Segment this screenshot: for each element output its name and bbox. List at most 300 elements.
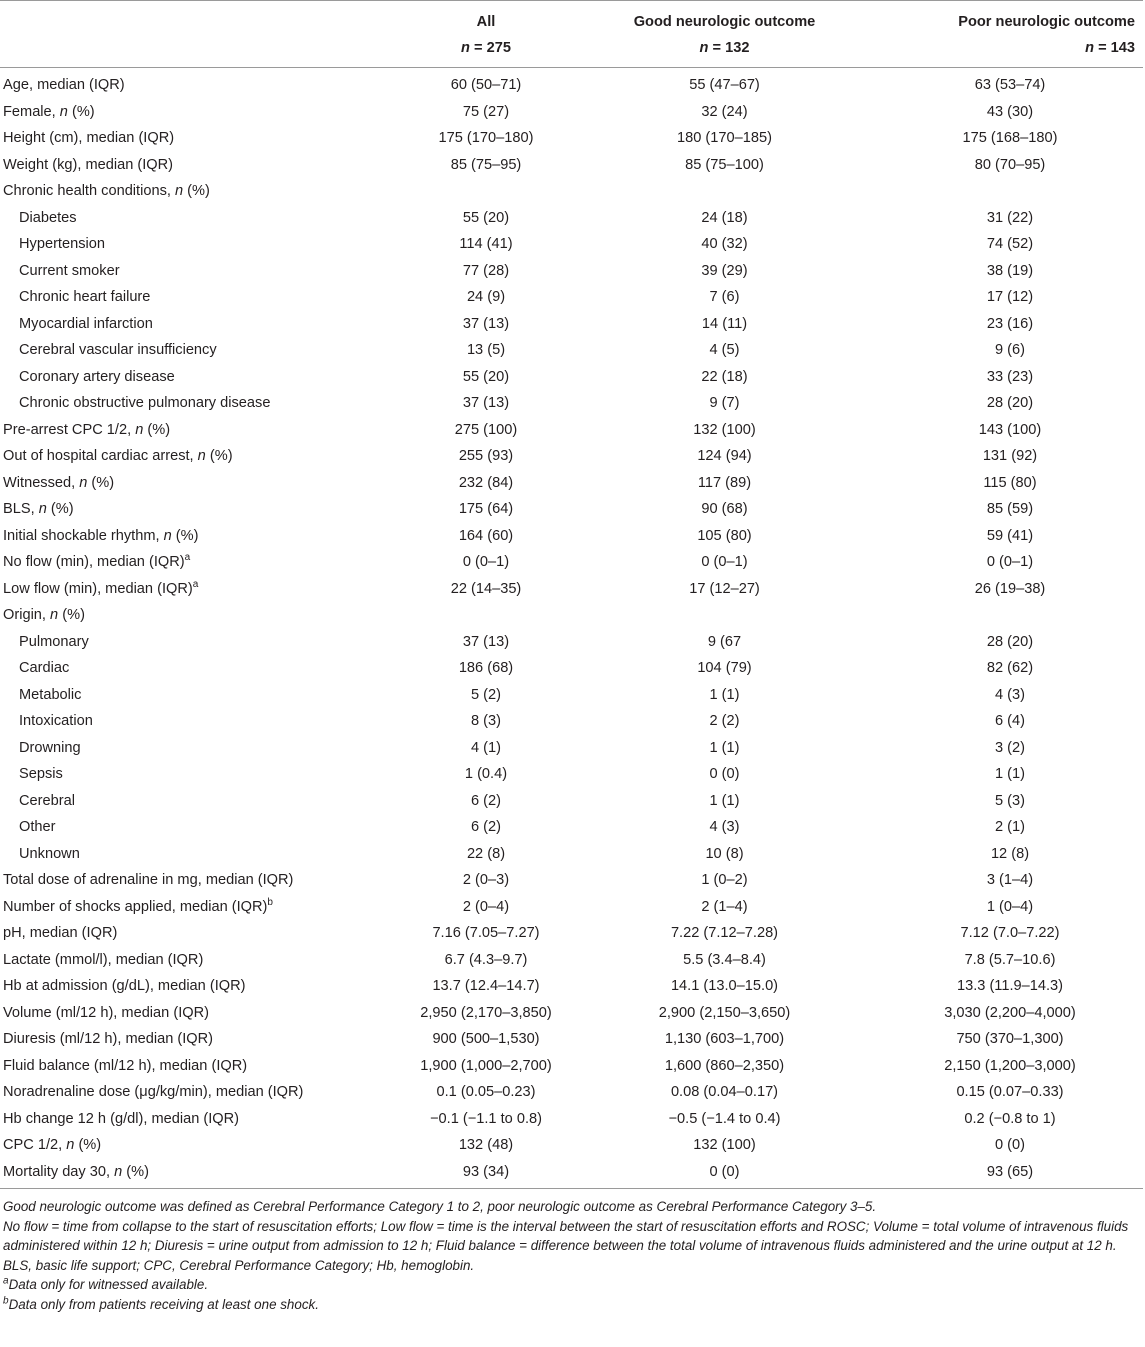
cell-poor-outcome: 38 (19): [986, 262, 1034, 279]
table-row: [0, 1026, 1143, 1053]
cell-all: 0 (0–1): [462, 554, 510, 571]
row-label: [0, 894, 400, 921]
n-symbol: n: [461, 40, 470, 56]
cell-all: 22 (14–35): [450, 580, 522, 597]
cell-all: 275 (100): [454, 421, 518, 438]
cell-good-outcome: 17 (12–27): [689, 580, 760, 597]
label-italic: n: [66, 1137, 75, 1154]
label-text: Pre-arrest CPC 1/2,: [3, 421, 136, 438]
label-text: Height (cm), median (IQR): [3, 130, 175, 147]
label-suffix: (%): [171, 527, 199, 544]
cell-all: 175 (64): [458, 501, 514, 518]
cell-poor-outcome: 31 (22): [986, 209, 1034, 226]
table-row: [0, 761, 1143, 788]
cell-poor-outcome: [877, 178, 1143, 205]
table-row: [0, 311, 1143, 338]
table-row: [0, 523, 1143, 550]
cell-all: 164 (60): [458, 527, 514, 544]
cell-all: 6 (2): [470, 792, 501, 809]
table-row: [0, 814, 1143, 841]
cell-all: 2,950 (2,170–3,850): [420, 1004, 552, 1021]
cell-all: 132 (48): [458, 1137, 514, 1154]
table-row: [0, 708, 1143, 735]
cell-good-outcome: 1,600 (860–2,350): [664, 1057, 785, 1074]
cell-good-outcome: 1 (1): [709, 792, 740, 809]
label-text: Unknown: [19, 845, 80, 862]
label-suffix: (%): [183, 183, 210, 200]
row-label: [0, 1053, 400, 1080]
label-suffix: (%): [87, 474, 115, 491]
cell-all: 24 (9): [466, 289, 506, 306]
cell-good-outcome: 104 (79): [697, 660, 752, 677]
label-suffix: (%): [46, 501, 74, 518]
label-text: Coronary artery disease: [19, 368, 175, 385]
label-text: Number of shocks applied, median (IQR): [3, 898, 268, 915]
label-italic: n: [135, 421, 144, 438]
cell-all: 114 (41): [459, 236, 513, 253]
row-label: [0, 788, 400, 815]
cell-good-outcome: 5.5 (3.4–8.4): [683, 951, 766, 968]
row-label: [0, 152, 400, 179]
cell-good-outcome: 4 (5): [709, 342, 740, 359]
cell-all: 2 (0–4): [462, 898, 510, 915]
header-poor-outcome: Poor neurologic outcome: [958, 14, 1135, 30]
cell-all: 1 (0.4): [464, 766, 508, 783]
cell-good-outcome: 1 (0–2): [701, 872, 748, 889]
label-text: Metabolic: [19, 686, 82, 703]
cell-poor-outcome: 63 (53–74): [974, 77, 1046, 94]
label-text: Pulmonary: [19, 633, 89, 650]
cell-poor-outcome: 6 (4): [994, 713, 1025, 730]
cell-good-outcome: [572, 602, 877, 629]
label-text: Volume (ml/12 h), median (IQR): [3, 1004, 210, 1021]
label-text: BLS,: [3, 501, 39, 518]
cell-all: 1,900 (1,000–2,700): [420, 1057, 552, 1074]
table-row: [0, 178, 1143, 205]
row-label: [0, 68, 400, 99]
cell-poor-outcome: 85 (59): [986, 501, 1034, 518]
table-row: [0, 549, 1143, 576]
cell-all: 255 (93): [458, 448, 514, 465]
header-good-outcome: Good neurologic outcome: [633, 14, 816, 30]
label-text: Sepsis: [19, 766, 63, 783]
cell-poor-outcome: 143 (100): [978, 421, 1042, 438]
cell-poor-outcome: 28 (20): [986, 633, 1034, 650]
table-row: [0, 496, 1143, 523]
cell-all: 93 (34): [400, 1159, 572, 1189]
header-n-good: [572, 35, 877, 68]
cell-all: 22 (8): [466, 845, 506, 862]
cell-all: 4 (1): [470, 739, 501, 756]
row-label: [0, 814, 400, 841]
cell-all: 6.7 (4.3–9.7): [444, 951, 528, 968]
row-label: [0, 1026, 400, 1053]
label-text: CPC 1/2,: [3, 1137, 67, 1154]
n-symbol: n: [1085, 40, 1095, 56]
cell-poor-outcome: 750 (370–1,300): [956, 1031, 1064, 1048]
cell-poor-outcome: 2 (1): [994, 819, 1025, 836]
cell-all: 186 (68): [458, 660, 514, 677]
footnote-marker: a: [184, 552, 191, 564]
cell-good-outcome: 55 (47–67): [689, 77, 760, 94]
table-row: [0, 973, 1143, 1000]
cell-poor-outcome: 13.3 (11.9–14.3): [956, 978, 1064, 995]
cell-poor-outcome: 3,030 (2,200–4,000): [944, 1004, 1076, 1021]
cell-all: 232 (84): [458, 474, 514, 491]
row-label: [0, 417, 400, 444]
header-label-empty: [0, 1, 400, 35]
row-label: [0, 178, 400, 205]
footnote-marker: a: [192, 578, 199, 590]
cell-poor-outcome: 80 (70–95): [974, 156, 1046, 173]
label-text: Cerebral vascular insufficiency: [19, 342, 217, 359]
cell-good-outcome: 7 (6): [709, 289, 740, 306]
row-label: [0, 602, 400, 629]
n-value: = 143: [1094, 40, 1135, 56]
row-label: [0, 470, 400, 497]
table-row: [0, 682, 1143, 709]
label-text: Drowning: [19, 739, 81, 756]
label-suffix: (%): [122, 1163, 150, 1180]
cell-poor-outcome: 28 (20): [986, 395, 1034, 412]
cell-good-outcome: 132 (100): [693, 421, 756, 438]
footnote-a-text: Data only for witnessed available.: [8, 1277, 209, 1292]
cell-poor-outcome: 5 (3): [994, 792, 1025, 809]
row-label: [0, 629, 400, 656]
cell-all: 13.7 (12.4–14.7): [432, 978, 540, 995]
cell-good-outcome: 105 (80): [697, 527, 752, 544]
table-row: [0, 655, 1143, 682]
table-row: [0, 390, 1143, 417]
label-text: Diuresis (ml/12 h), median (IQR): [3, 1031, 214, 1048]
cell-all: 175 (170–180): [438, 130, 534, 147]
cell-all: 37 (13): [462, 633, 510, 650]
cell-all: 7.16 (7.05–7.27): [432, 925, 540, 942]
cell-good-outcome: 1 (1): [709, 686, 740, 703]
cell-all: 60 (50–71): [450, 77, 522, 94]
cell-good-outcome: −0.5 (−1.4 to 0.4): [668, 1110, 781, 1127]
label-suffix: (%): [67, 103, 95, 120]
cell-all: 0.1 (0.05–0.23): [436, 1084, 536, 1101]
row-label: [0, 311, 400, 338]
table-row: [0, 867, 1143, 894]
header-n-all: [400, 35, 572, 68]
row-label: [0, 1159, 400, 1189]
table-row: [0, 337, 1143, 364]
table-row: [0, 1000, 1143, 1027]
cell-all: 55 (20): [462, 209, 510, 226]
row-label: [0, 973, 400, 1000]
table-row: [0, 920, 1143, 947]
cell-poor-outcome: 43 (30): [986, 103, 1034, 120]
cell-good-outcome: 0 (0): [709, 766, 740, 783]
cell-poor-outcome: 7.12 (7.0–7.22): [960, 925, 1060, 942]
row-label: [0, 284, 400, 311]
cell-good-outcome: 1,130 (603–1,700): [664, 1031, 785, 1048]
cell-good-outcome: 40 (32): [701, 236, 748, 253]
cell-good-outcome: 4 (3): [709, 819, 740, 836]
cell-good-outcome: 85 (75–100): [685, 156, 764, 173]
label-italic: n: [50, 607, 59, 624]
row-label: [0, 337, 400, 364]
row-label: [0, 655, 400, 682]
row-label: [0, 549, 400, 576]
table-header: [0, 1, 1143, 68]
label-text: Total dose of adrenaline in mg, median (IQR): [3, 872, 294, 889]
cell-poor-outcome: 115 (80): [983, 474, 1037, 491]
table-row: [0, 1159, 1143, 1189]
cell-good-outcome: 117 (89): [697, 474, 752, 491]
cell-good-outcome: 2 (2): [709, 713, 740, 730]
label-text: Lactate (mmol/l), median (IQR): [3, 951, 204, 968]
cell-poor-outcome: 131 (92): [982, 448, 1038, 465]
footnote-marker: b: [267, 896, 273, 908]
n-value: = 132: [708, 40, 750, 56]
label-text: Initial shockable rhythm,: [3, 527, 164, 544]
cell-all: −0.1 (−1.1 to 0.8): [430, 1110, 542, 1127]
label-text: Myocardial infarction: [19, 315, 153, 332]
table-row: [0, 68, 1143, 99]
label-text: Chronic heart failure: [19, 289, 151, 306]
cell-all: 5 (2): [470, 686, 501, 703]
label-text: Hb change 12 h (g/dl), median (IQR): [3, 1110, 240, 1127]
label-suffix: (%): [74, 1137, 102, 1154]
row-label: [0, 867, 400, 894]
cell-poor-outcome: 3 (2): [994, 739, 1025, 756]
label-text: Intoxication: [19, 713, 93, 730]
label-text: Weight (kg), median (IQR): [3, 156, 174, 173]
cell-good-outcome: 14.1 (13.0–15.0): [670, 978, 779, 995]
header-n-poor: [877, 35, 1143, 68]
table-row: [0, 1132, 1143, 1159]
note-abbreviations: BLS, basic life support; CPC, Cerebral Performance Category; Hb, hemoglobin.: [3, 1257, 475, 1273]
label-suffix: (%): [143, 421, 171, 438]
cell-poor-outcome: 59 (41): [986, 527, 1034, 544]
cell-good-outcome: 7.22 (7.12–7.28): [670, 925, 779, 942]
cell-poor-outcome: [877, 602, 1143, 629]
row-label: [0, 1132, 400, 1159]
table-row: [0, 788, 1143, 815]
label-text: Current smoker: [19, 262, 120, 279]
label-text: Witnessed,: [3, 474, 80, 491]
table-row: [0, 417, 1143, 444]
table-row: [0, 470, 1143, 497]
label-text: Cardiac: [19, 660, 70, 677]
cell-all: 13 (5): [466, 342, 506, 359]
table-row: [0, 629, 1143, 656]
cell-good-outcome: 0 (0): [572, 1159, 877, 1189]
cell-poor-outcome: 0 (0–1): [986, 554, 1034, 571]
cell-poor-outcome: 1 (1): [994, 766, 1025, 783]
cell-poor-outcome: 2,150 (1,200–3,000): [944, 1057, 1076, 1074]
cell-good-outcome: 180 (170–185): [677, 130, 772, 147]
label-text: Chronic health conditions,: [3, 183, 175, 200]
cell-good-outcome: 0 (0–1): [701, 554, 748, 571]
table-row: [0, 1106, 1143, 1133]
cell-all: 6 (2): [470, 819, 501, 836]
cell-poor-outcome: 0 (0): [994, 1137, 1025, 1154]
n-symbol: n: [699, 40, 709, 56]
cell-good-outcome: 90 (68): [701, 501, 748, 518]
cell-poor-outcome: 3 (1–4): [986, 872, 1034, 889]
cell-poor-outcome: 0.2 (−0.8 to 1): [964, 1110, 1056, 1127]
label-text: Low flow (min), median (IQR): [3, 580, 193, 597]
row-label: [0, 125, 400, 152]
cell-poor-outcome: 23 (16): [986, 315, 1034, 332]
table-row: [0, 284, 1143, 311]
table-row: [0, 576, 1143, 603]
row-label: [0, 496, 400, 523]
table-footnotes: [0, 1189, 1145, 1314]
header-all: All: [476, 14, 496, 30]
cell-good-outcome: 24 (18): [701, 209, 748, 226]
cell-all: 8 (3): [470, 713, 501, 730]
cell-poor-outcome: 12 (8): [990, 845, 1030, 862]
row-label: [0, 231, 400, 258]
cell-all: 75 (27): [462, 103, 510, 120]
cell-poor-outcome: 4 (3): [994, 686, 1025, 703]
cell-poor-outcome: 33 (23): [986, 368, 1034, 385]
table-row: [0, 99, 1143, 126]
cell-poor-outcome: 82 (62): [986, 660, 1034, 677]
cell-good-outcome: 2,900 (2,150–3,650): [658, 1004, 791, 1021]
header-n-empty: [0, 35, 400, 68]
footnote-b: [3, 1295, 1142, 1315]
cell-good-outcome: 22 (18): [701, 368, 748, 385]
table-row: [0, 1053, 1143, 1080]
table-row: [0, 231, 1143, 258]
cell-poor-outcome: 17 (12): [986, 289, 1034, 306]
label-italic: n: [79, 474, 88, 491]
row-label: [0, 390, 400, 417]
note-outcome-definition: Good neurologic outcome was defined as Cerebral Performance Category 1 to 2, poor neurologic outcome as Cerebral Performance Category 3–5.: [3, 1199, 877, 1214]
cell-good-outcome: 32 (24): [701, 103, 748, 120]
label-suffix: (%): [205, 448, 233, 465]
label-italic: n: [163, 527, 172, 544]
cell-poor-outcome: 7.8 (5.7–10.6): [964, 951, 1056, 968]
row-label: [0, 99, 400, 126]
row-label: [0, 920, 400, 947]
cell-good-outcome: 0.08 (0.04–0.17): [670, 1084, 779, 1101]
row-label: [0, 682, 400, 709]
cell-good-outcome: 2 (1–4): [701, 898, 748, 915]
cell-good-outcome: 10 (8): [705, 845, 744, 862]
cell-all: 77 (28): [462, 262, 510, 279]
label-text: Origin,: [3, 607, 51, 624]
cell-poor-outcome: 175 (168–180): [962, 130, 1058, 147]
cell-poor-outcome: 9 (6): [994, 342, 1025, 359]
label-text: Female,: [3, 103, 60, 120]
label-italic: n: [174, 183, 184, 200]
label-suffix: (%): [58, 607, 85, 624]
label-text: Hb at admission (g/dL), median (IQR): [3, 978, 246, 995]
label-italic: n: [38, 501, 47, 518]
table-row: [0, 602, 1143, 629]
label-text: Fluid balance (ml/12 h), median (IQR): [3, 1057, 248, 1074]
cell-poor-outcome: 26 (19–38): [974, 580, 1046, 597]
row-label: [0, 364, 400, 391]
cell-all: 37 (13): [462, 395, 510, 412]
label-text: Other: [19, 819, 56, 836]
footnote-b-text: Data only from patients receiving at least one shock.: [8, 1296, 319, 1312]
cell-good-outcome: 124 (94): [697, 448, 752, 465]
label-italic: n: [59, 103, 68, 120]
cell-poor-outcome: 0.15 (0.07–0.33): [956, 1084, 1064, 1101]
row-label: [0, 258, 400, 285]
table-row: [0, 205, 1143, 232]
label-italic: n: [114, 1163, 123, 1180]
cell-poor-outcome: 74 (52): [986, 236, 1034, 253]
label-text: Diabetes: [19, 209, 77, 226]
table-row: [0, 841, 1143, 868]
table-row: [0, 125, 1143, 152]
table-row: [0, 947, 1143, 974]
table-row: [0, 1079, 1143, 1106]
label-text: pH, median (IQR): [3, 925, 118, 942]
cell-all: [400, 178, 572, 205]
label-text: Age, median (IQR): [3, 77, 125, 94]
table-body: [0, 68, 1143, 1189]
row-label: [0, 443, 400, 470]
row-label: [0, 205, 400, 232]
label-text: Hypertension: [19, 236, 105, 253]
label-text: Chronic obstructive pulmonary disease: [19, 395, 271, 412]
cell-poor-outcome: 93 (65): [877, 1159, 1143, 1189]
table-row: [0, 735, 1143, 762]
row-label: [0, 1079, 400, 1106]
footnote-b-mark: b: [3, 1295, 9, 1307]
cell-good-outcome: [572, 178, 877, 205]
cell-all: [400, 602, 572, 629]
table-row: [0, 364, 1143, 391]
row-label: [0, 947, 400, 974]
table-row: [0, 894, 1143, 921]
cell-all: 55 (20): [462, 368, 510, 385]
cell-all: 85 (75–95): [450, 156, 522, 173]
row-label: [0, 761, 400, 788]
cell-all: 900 (500–1,530): [432, 1031, 540, 1048]
footnote-a: [3, 1275, 1142, 1295]
cell-good-outcome: 132 (100): [693, 1137, 756, 1154]
row-label: [0, 576, 400, 603]
cell-good-outcome: 14 (11): [701, 315, 748, 332]
table-row: [0, 258, 1143, 285]
cell-all: 37 (13): [462, 315, 510, 332]
cell-good-outcome: 9 (67: [707, 633, 742, 650]
row-label: [0, 1000, 400, 1027]
table-row: [0, 152, 1143, 179]
n-value: = 275: [469, 40, 511, 56]
cell-good-outcome: 1 (1): [709, 739, 740, 756]
row-label: [0, 1106, 400, 1133]
cell-good-outcome: 39 (29): [701, 262, 748, 279]
label-text: Noradrenaline dose (μg/kg/min), median (IQR): [3, 1084, 304, 1101]
label-text: No flow (min), median (IQR): [3, 554, 185, 571]
cell-poor-outcome: 1 (0–4): [986, 898, 1034, 915]
label-italic: n: [197, 448, 206, 465]
label-text: Out of hospital cardiac arrest,: [3, 448, 198, 465]
row-label: [0, 708, 400, 735]
label-text: Mortality day 30,: [3, 1163, 115, 1180]
table-row: [0, 443, 1143, 470]
row-label: [0, 523, 400, 550]
label-text: Cerebral: [19, 792, 75, 809]
note-definitions: No flow = time from collapse to the start of resuscitation efforts; Low flow = time is the interval between the start of resuscitation efforts and ROSC; Volume = total volume of intravenous fluids administered within 12 h; Diuresis = urine output from admission to 12 h; Fluid balance = difference between the total volume of intravenous fluids administered and the urine output at 12 h.: [3, 1218, 1129, 1253]
row-label: [0, 735, 400, 762]
row-label: [0, 841, 400, 868]
cell-good-outcome: 9 (7): [709, 395, 740, 412]
footnote-a-mark: a: [3, 1275, 9, 1287]
